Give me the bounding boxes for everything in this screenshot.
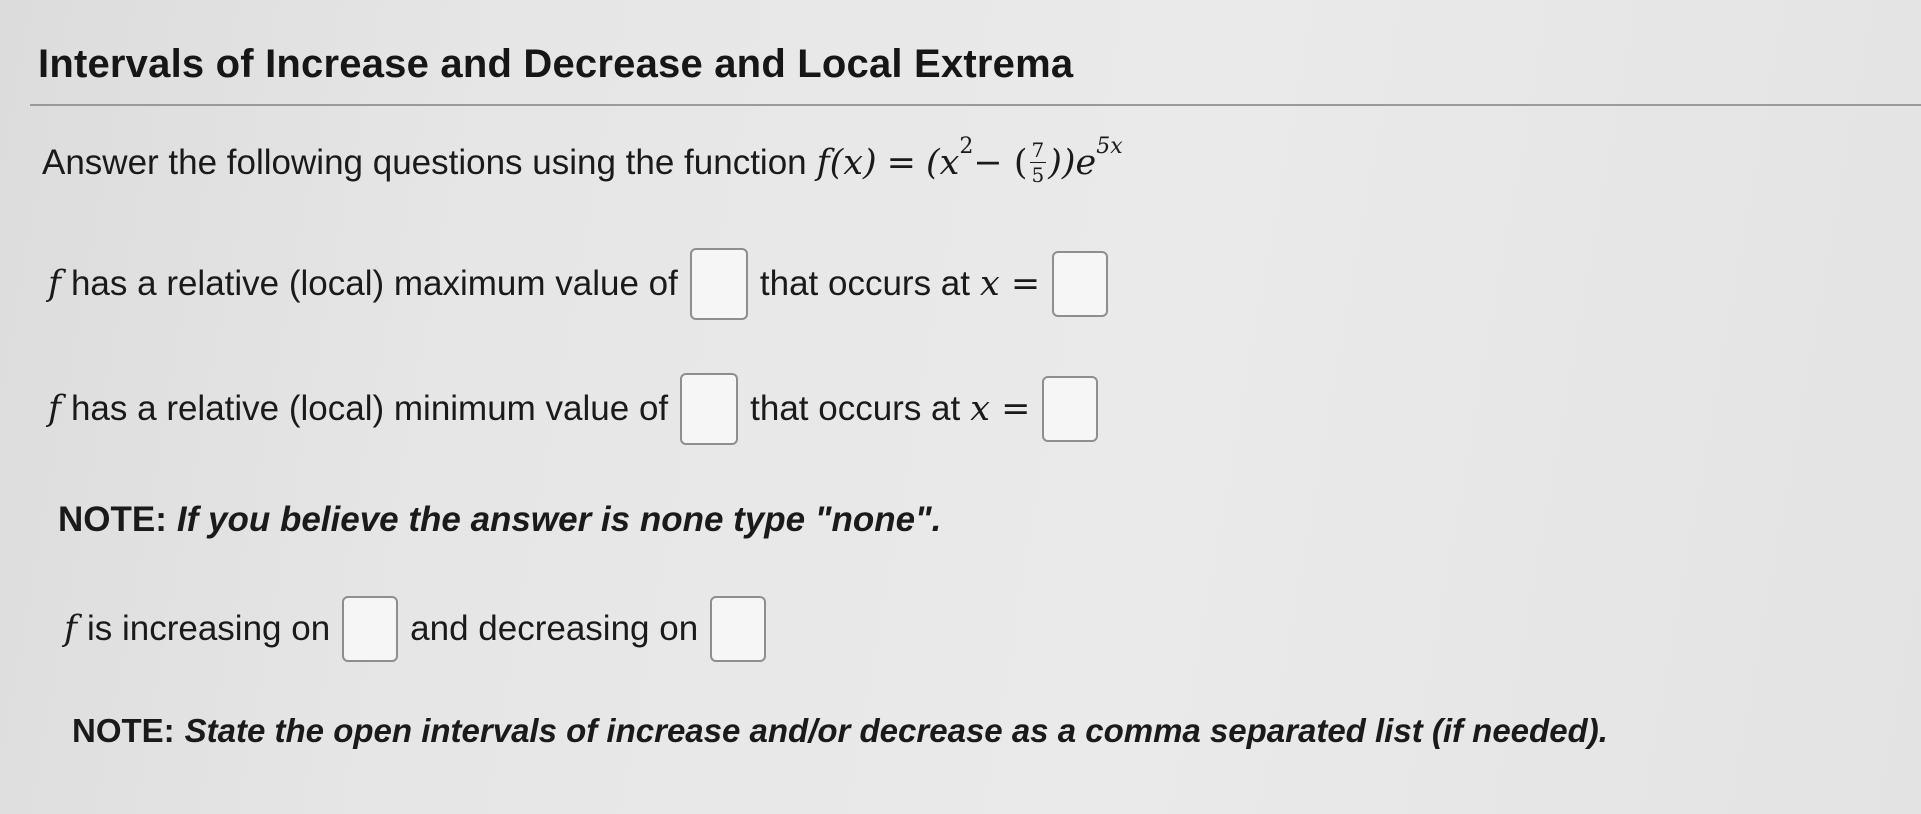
note-text: If you believe the answer is none type "none".: [176, 500, 942, 539]
f-symbol: f: [48, 264, 61, 304]
note-none: [58, 500, 941, 540]
max-text: has a relative (local) maximum value of: [70, 264, 678, 303]
fraction-denominator: 5: [1031, 163, 1045, 187]
note-label: NOTE:: [58, 500, 167, 539]
intro-text: Answer the following questions using the function: [42, 142, 807, 182]
note-label: NOTE:: [72, 712, 175, 749]
f-symbol: f: [64, 609, 77, 649]
min-x-input[interactable]: [1042, 376, 1098, 442]
min-occurs-text: that occurs at: [750, 389, 961, 428]
function-close: ))e: [1048, 142, 1097, 183]
title-divider: [30, 104, 1921, 106]
decreasing-text: and decreasing on: [410, 609, 699, 648]
increasing-text: is increasing on: [86, 609, 331, 648]
question-intro: [42, 134, 1123, 187]
function-lhs: f(x): [816, 142, 877, 183]
decreasing-input[interactable]: [710, 596, 766, 662]
max-x-input[interactable]: [1052, 251, 1108, 317]
intervals-question-row: [64, 596, 778, 662]
function-open: (x: [925, 142, 960, 183]
f-symbol: f: [48, 389, 61, 429]
increasing-input[interactable]: [342, 596, 398, 662]
equals-sign: =: [886, 142, 916, 183]
x-equals: x =: [979, 264, 1041, 304]
fraction-numerator: 7: [1031, 138, 1045, 162]
min-value-input[interactable]: [680, 373, 738, 445]
note-text: State the open intervals of increase and/or decrease as a comma separated list (if needed).: [184, 712, 1608, 749]
x-equals: x =: [970, 389, 1031, 429]
max-question-row: [48, 248, 1120, 320]
page-title: Intervals of Increase and Decrease and Local Extrema: [38, 42, 1074, 86]
fraction: [1030, 140, 1047, 185]
max-value-input[interactable]: [690, 248, 748, 320]
exponent-5x: 5x: [1096, 134, 1123, 159]
function-minus: − (: [973, 142, 1028, 183]
exponent-two: 2: [959, 134, 974, 159]
max-occurs-text: that occurs at: [759, 264, 970, 303]
min-question-row: [48, 373, 1110, 445]
note-intervals: [72, 712, 1608, 750]
min-text: has a relative (local) minimum value of: [70, 389, 669, 428]
